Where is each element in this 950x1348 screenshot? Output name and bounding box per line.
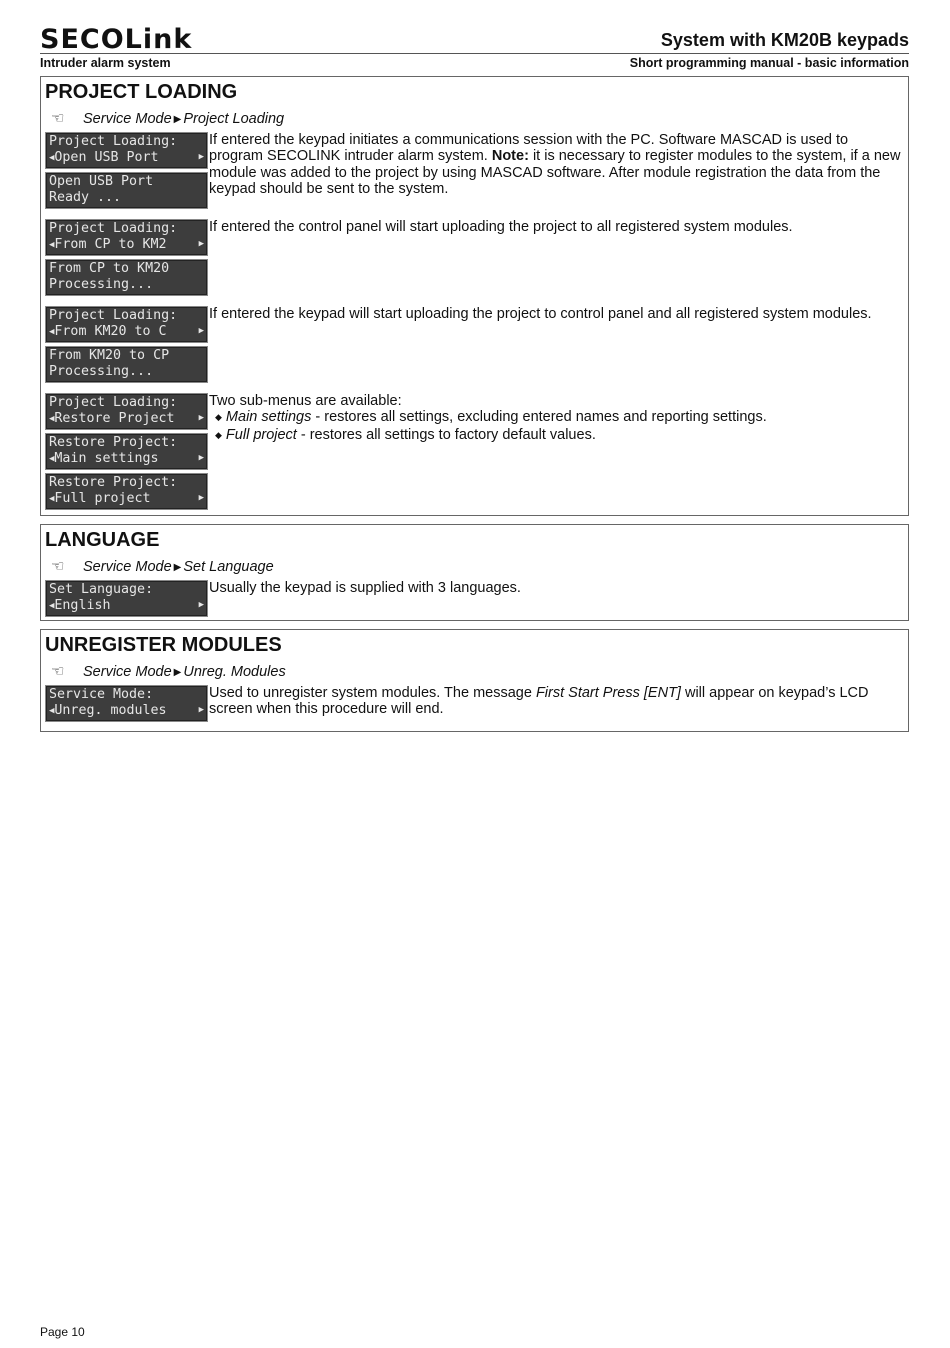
description: If entered the control panel will start uploading the project to all registered system modules. — [209, 219, 793, 235]
section-title: PROJECT LOADING — [45, 81, 238, 103]
menu-path — [51, 662, 286, 680]
triangle-left-icon: ◀ — [49, 493, 55, 504]
lcd-line: Ready ... — [49, 189, 122, 205]
triangle-right-icon: ▶ — [198, 452, 204, 463]
lcd-line: Processing... — [49, 276, 154, 292]
triangle-left-icon: ◀ — [49, 453, 55, 464]
triangle-right-icon: ▶ — [173, 114, 182, 125]
path-item: Project Loading — [183, 111, 285, 127]
section-title: LANGUAGE — [45, 529, 160, 551]
menu-path — [51, 109, 284, 127]
header-divider — [40, 53, 909, 54]
lcd-line: Project Loading: — [49, 134, 178, 149]
lcd-line: ◀From CP to KM2 ▶ — [49, 236, 204, 252]
diamond-bullet-icon: ◆ — [215, 412, 222, 423]
lcd-line: ◀Full project ▶ — [49, 490, 204, 506]
lcd-line: From KM20 to CP — [49, 348, 170, 363]
triangle-right-icon: ▶ — [198, 492, 204, 503]
lcd-line: Restore Project: — [49, 435, 178, 450]
triangle-right-icon: ▶ — [198, 599, 204, 610]
lcd-display — [45, 172, 208, 209]
path-item: Unreg. Modules — [183, 664, 286, 680]
triangle-left-icon: ◀ — [49, 413, 55, 424]
lcd-line: ◀Restore Project ▶ — [49, 410, 204, 426]
section-project-loading — [40, 76, 909, 516]
pointing-hand-icon: ☜ — [51, 663, 65, 680]
lcd-display — [45, 393, 208, 430]
document-subtitle-right: Short programming manual - basic information — [629, 56, 909, 70]
bullet-item: ◆ Full project - restores all settings to factory default values. — [215, 426, 596, 443]
path-item: Set Language — [183, 559, 274, 575]
triangle-right-icon: ▶ — [173, 562, 182, 573]
description: Used to unregister system modules. The message First Start Press [ENT] will appear on keypad’s LCD screen when this procedure will end. — [209, 685, 869, 718]
lcd-display — [45, 685, 208, 722]
lcd-display — [45, 306, 208, 343]
lcd-line: ◀Open USB Port ▶ — [49, 149, 204, 165]
path-item: Service Mode — [83, 664, 172, 680]
lcd-line: Open USB Port — [49, 174, 154, 189]
lcd-line: Project Loading: — [49, 395, 178, 410]
lcd-display — [45, 259, 208, 296]
lcd-line: Project Loading: — [49, 308, 178, 323]
lcd-display — [45, 219, 208, 256]
section-language — [40, 524, 909, 621]
section-unregister-modules — [40, 629, 909, 732]
bullet-item: ◆ Main settings - restores all settings, excluding entered names and reporting settings. — [215, 409, 767, 426]
lcd-line: ◀From KM20 to C ▶ — [49, 323, 204, 339]
triangle-right-icon: ▶ — [198, 325, 204, 336]
lcd-display — [45, 132, 208, 169]
triangle-left-icon: ◀ — [49, 326, 55, 337]
description: Two sub-menus are available: ◆ Main settings - restores all settings, excluding entered names and reporting settings. ◆ Full project - restores all settings to factory default values. — [209, 393, 906, 444]
triangle-right-icon: ▶ — [198, 238, 204, 249]
triangle-left-icon: ◀ — [49, 600, 55, 611]
triangle-right-icon: ▶ — [198, 151, 204, 162]
triangle-right-icon: ▶ — [173, 667, 182, 678]
lcd-line: Processing... — [49, 363, 154, 379]
lcd-display — [45, 346, 208, 383]
lcd-line: From CP to KM20 — [49, 261, 170, 276]
path-item: Service Mode — [83, 111, 172, 127]
lcd-line: Set Language: — [49, 582, 154, 597]
lcd-line: ◀Unreg. modules ▶ — [49, 702, 204, 718]
lcd-display — [45, 580, 208, 617]
lcd-line: ◀English ▶ — [49, 597, 204, 613]
triangle-left-icon: ◀ — [49, 705, 55, 716]
pointing-hand-icon: ☜ — [51, 558, 65, 575]
lcd-line: Service Mode: — [49, 687, 154, 702]
page-number: Page 10 — [40, 1325, 85, 1339]
lcd-line: Restore Project: — [49, 475, 178, 490]
section-title: UNREGISTER MODULES — [45, 634, 282, 656]
pointing-hand-icon: ☜ — [51, 110, 65, 127]
description: If entered the keypad will start uploading the project to control panel and all registered system modules. — [209, 306, 872, 322]
triangle-right-icon: ▶ — [198, 412, 204, 423]
triangle-right-icon: ▶ — [198, 704, 204, 715]
lcd-display — [45, 433, 208, 470]
diamond-bullet-icon: ◆ — [215, 429, 222, 440]
description: If entered the keypad initiates a communications session with the PC. Software MASCAD is used to program SECOLINK intruder alarm system. Note: it is necessary to register modules to the system, if a new module was added to the project by using MASCAD software. After module registration the data from the keypad should be sent to the system. — [209, 132, 901, 197]
triangle-left-icon: ◀ — [49, 152, 55, 163]
document-subtitle-left: Intruder alarm system — [40, 56, 171, 70]
lcd-display — [45, 473, 208, 510]
document-title: System with KM20B keypads — [660, 30, 909, 50]
lcd-line: Project Loading: — [49, 221, 178, 236]
path-item: Service Mode — [83, 559, 172, 575]
description: Usually the keypad is supplied with 3 languages. — [209, 580, 521, 596]
secolink-logo: SECOLink — [40, 24, 193, 55]
menu-path — [51, 557, 274, 575]
triangle-left-icon: ◀ — [49, 239, 55, 250]
lcd-line: ◀Main settings ▶ — [49, 450, 204, 466]
